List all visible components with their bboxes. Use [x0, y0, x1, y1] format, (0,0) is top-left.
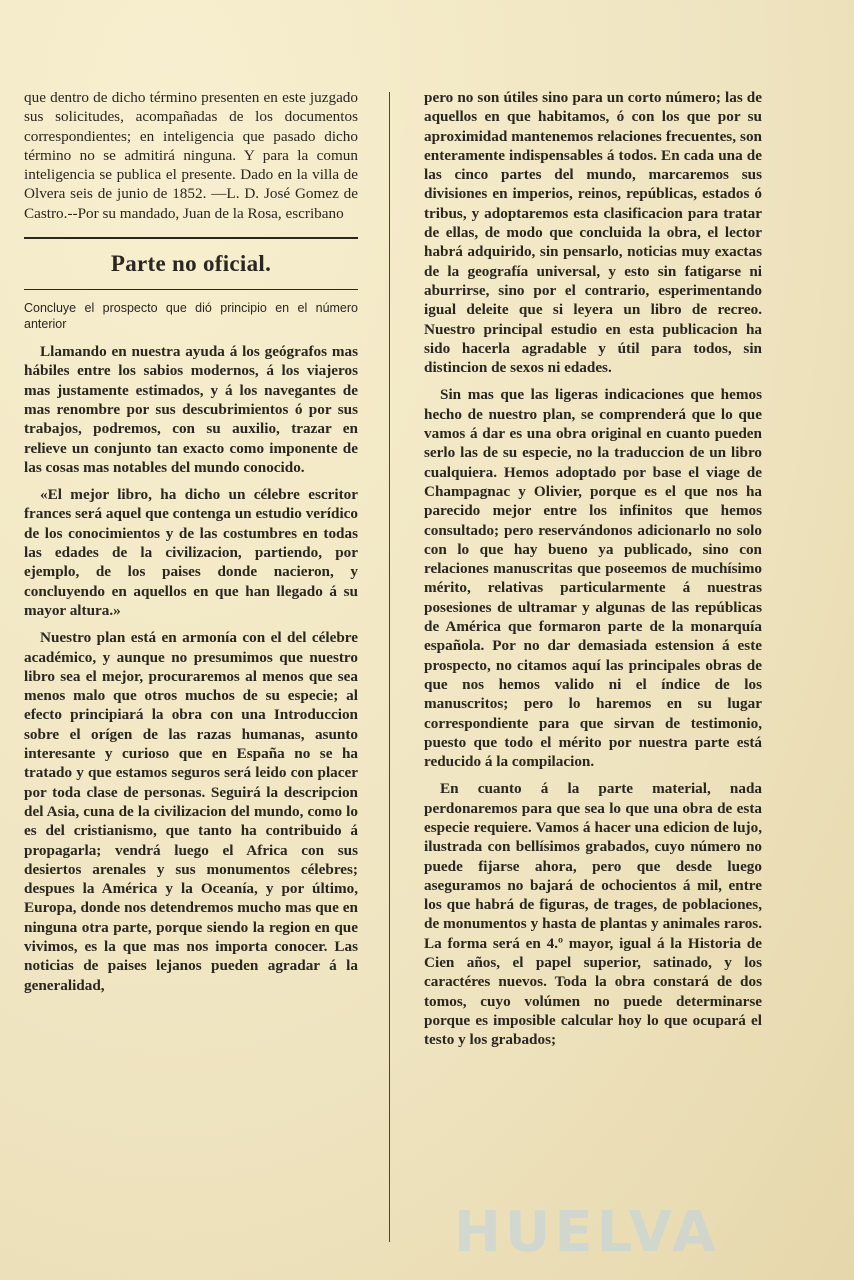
- body-paragraph: pero no son útiles sino para un corto número; las de aquellos en que habitamos, ó con los que por su aproximidad mantenemos relaciones frecuentes, son enteramente indispensables á todos. En cada una de las cinco partes del mundo, marcaremos sus divisiones en imperios, reinos, repúblicas, estados ó tribus, y adoptaremos esta clasificacion para tratar de ellas, de modo que concluida la obra, el lector habrá adquirido, sin pensarlo, noticias muy exactas de la geografía universal, y esto sin fatigarse ni aburrirse, sino por el contrario, esperimentando igual deleite que si leyera un libro de recreo. Nuestro principal estudio en esta publicacion ha sido hacerla agradable y útil para todos, sin distincion de sexos ni edades.: [424, 89, 762, 377]
- body-paragraph: «El mejor libro, ha dicho un célebre escritor frances será aquel que contenga un estudio verídico de los conocimientos y de las costumbres en todas las edades de la civilizacion, partiendo, por ejemplo, de los paises donde nacieron, y concluyendo en aquellos en que han llegado á su mayor altura.»: [24, 486, 358, 619]
- body-paragraph: Nuestro plan está en armonía con el del célebre académico, y aunque no presumimos que nuestro libro sea el mejor, procuraremos al menos que sea menos malo que otros muchos de su especie; al efecto principiará la obra con una Introduccion sobre el orígen de las razas humanas, asunto interesante y curioso que en España no se ha tratado y que estamos seguros será leido con placer por toda clase de personas. Seguirá la descripcion del Asia, cuna de la civilizacion del mundo, como lo es del cristianismo, que tanto ha contribuido á propagarla; vendrá luego el Africa con sus desiertos arenales y sus monumentos célebres; despues la América y la Oceanía, y por último, Europa, donde nos detendremos mucho mas que en ninguna otra parte, porque siendo la region en que vivimos, es la que mas nos importa conocer. Las noticias de paises lejanos pueden agradar á la generalidad,: [24, 629, 358, 994]
- body-paragraph: Sin mas que las ligeras indicaciones que hemos hecho de nuestro plan, se comprenderá que lo que vamos á dar es una obra original en cuanto pueden serlo las de su especie, no la traduccion de un libro cualquiera. Hemos adoptado por base el viage de Champagnac y Olivier, porque es el que nos ha parecido mejor entre los infinitos que hemos consultado; pero reservándonos adicionarlo no solo con lo que hay bueno ya publicado, sino con relaciones manuscritas que poseemos de muchísimo mérito, relativas particularmente á nuestras posesiones de ultramar y algunas de las repúblicas de América que formaron parte de la monarquía española. Por no dar demasiada estension á este prospecto, no citamos aquí las principales obras de que nos hemos valido ni el índice de los manuscritos; pero lo haremos en su lugar correspondiente para que sirvan de testimonio, puesto que todo el mérito por nuestra parte está reducido á la compilacion.: [424, 386, 762, 771]
- rule-line: [24, 237, 358, 239]
- column-divider: [389, 92, 390, 1242]
- right-column: [424, 88, 762, 1058]
- left-column: [24, 88, 358, 1003]
- section-title: Parte no oficial.: [110, 251, 272, 277]
- section-rule-bottom: [24, 289, 358, 290]
- legal-notice-paragraph: que dentro de dicho término presenten en este juzgado sus solicitudes, acompañadas de los documentos correspondientes; en inteligencia que pasado dicho término no se admitirá ninguna. Y para la comun inteligencia se publica el presente. Dado en la villa de Olvera seis de junio de 1852. —L. D. José Gomez de Castro.--Por su mandado, Juan de la Rosa, escribano: [24, 89, 358, 222]
- archive-watermark: HUELVA: [454, 1200, 720, 1265]
- prospectus-intro: Concluye el prospecto que dió principio en el número anterior: [24, 301, 358, 332]
- section-rule-top: [24, 237, 358, 239]
- body-paragraph: Llamando en nuestra ayuda á los geógrafos mas hábiles entre los sabios modernos, á los viajeros mas justamente estimados, y á los navegantes de mas renombre por sus descubrimientos ó por sus trabajos, podremos, con su auxilio, trazar en relieve un conjunto tan exacto como imponente de las cosas mas notables del mundo conocido.: [24, 343, 358, 476]
- rule-line: [24, 289, 358, 290]
- body-paragraph: En cuanto á la parte material, nada perdonaremos para que sea lo que una obra de esta especie requiere. Vamos á hacer una edicion de lujo, ilustrada con bellísimos grabados, cuyo número no puede fijarse ahora, pero que desde luego aseguramos no bajará de ochocientos á mil, entre los que habrá de figuras, de trages, de poblaciones, de monumentos y hasta de plantas y animales raros. La forma será en 4.º mayor, igual á la Historia de Cien años, el papel superior, satinado, y los caractéres nuevos. Toda la obra constará de dos tomos, cuyo volúmen no puede determinarse porque es imposible calcular hoy lo que ocupará el testo y los grabados;: [424, 780, 762, 1049]
